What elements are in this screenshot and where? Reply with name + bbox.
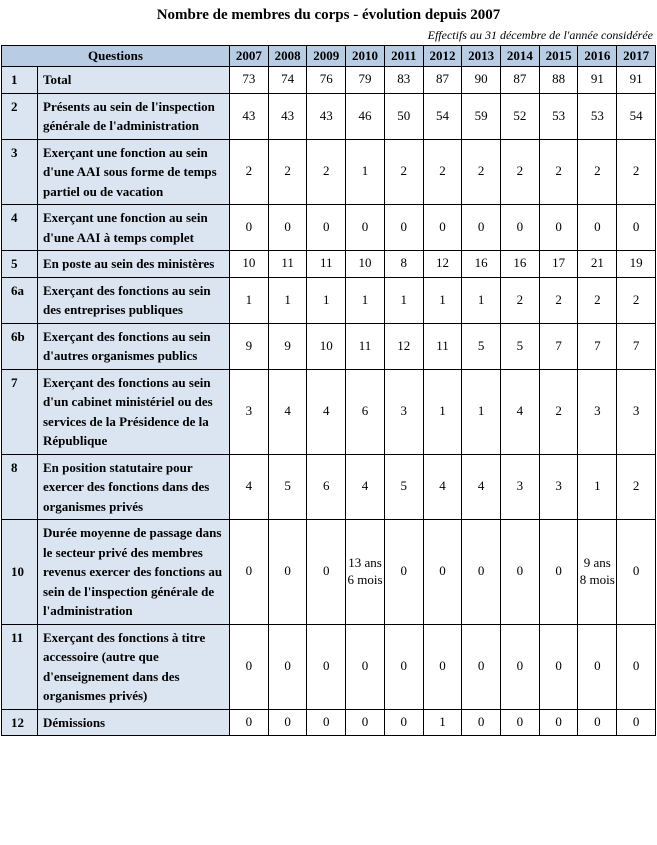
row-question: Exerçant une fonction au sein d'une AAI à temps complet [38, 205, 230, 251]
cell-value: 0 [384, 624, 423, 709]
cell-value: 1 [423, 369, 462, 454]
header-year-2015: 2015 [539, 46, 578, 67]
cell-value: 0 [423, 520, 462, 625]
cell-value: 10 [230, 251, 269, 278]
row-question: Exerçant des fonctions au sein d'un cabinet ministériel ou des services de la Présidence de la République [38, 369, 230, 454]
cell-value: 1 [423, 709, 462, 736]
row-question: Exerçant des fonctions à titre accessoire (autre que d'enseignement dans des organismes privés) [38, 624, 230, 709]
cell-value: 52 [501, 93, 540, 139]
row-question: Exerçant une fonction au sein d'une AAI sous forme de temps partiel ou de vacation [38, 139, 230, 205]
cell-value: 87 [501, 67, 540, 94]
row-number: 8 [2, 454, 38, 520]
cell-value: 0 [501, 205, 540, 251]
cell-value: 88 [539, 67, 578, 94]
cell-value: 5 [384, 454, 423, 520]
header-year-2008: 2008 [268, 46, 307, 67]
cell-value: 46 [346, 93, 385, 139]
cell-value: 53 [539, 93, 578, 139]
cell-value: 1 [268, 277, 307, 323]
cell-value: 6 [307, 454, 346, 520]
cell-value: 43 [230, 93, 269, 139]
cell-value: 59 [462, 93, 501, 139]
cell-value: 2 [617, 277, 656, 323]
members-table [1, 45, 656, 736]
cell-value: 0 [539, 709, 578, 736]
table-body [2, 67, 656, 736]
cell-value: 13 ans 6 mois [346, 520, 385, 625]
cell-value: 2 [617, 454, 656, 520]
cell-value: 1 [423, 277, 462, 323]
row-question: Exerçant des fonctions au sein d'autres organismes publics [38, 323, 230, 369]
cell-value: 0 [346, 205, 385, 251]
cell-value: 3 [230, 369, 269, 454]
table-head [2, 46, 656, 67]
table-row-2 [2, 93, 656, 139]
cell-value: 0 [501, 624, 540, 709]
cell-value: 87 [423, 67, 462, 94]
cell-value: 2 [501, 277, 540, 323]
header-questions: Questions [2, 46, 230, 67]
header-year-2010: 2010 [346, 46, 385, 67]
cell-value: 0 [268, 520, 307, 625]
cell-value: 0 [423, 205, 462, 251]
cell-value: 11 [423, 323, 462, 369]
cell-value: 0 [423, 624, 462, 709]
cell-value: 5 [462, 323, 501, 369]
cell-value: 2 [539, 139, 578, 205]
cell-value: 9 [230, 323, 269, 369]
cell-value: 12 [384, 323, 423, 369]
cell-value: 0 [268, 205, 307, 251]
cell-value: 0 [578, 205, 617, 251]
cell-value: 1 [578, 454, 617, 520]
cell-value: 43 [307, 93, 346, 139]
cell-value: 1 [384, 277, 423, 323]
cell-value: 2 [539, 277, 578, 323]
cell-value: 4 [268, 369, 307, 454]
cell-value: 0 [230, 624, 269, 709]
cell-value: 4 [230, 454, 269, 520]
table-row-5 [2, 251, 656, 278]
cell-value: 19 [617, 251, 656, 278]
cell-value: 1 [307, 277, 346, 323]
row-question: Total [38, 67, 230, 94]
cell-value: 4 [462, 454, 501, 520]
header-year-2016: 2016 [578, 46, 617, 67]
row-number: 10 [2, 520, 38, 625]
cell-value: 3 [539, 454, 578, 520]
row-number: 6a [2, 277, 38, 323]
table-row-8 [2, 454, 656, 520]
cell-value: 74 [268, 67, 307, 94]
row-number: 4 [2, 205, 38, 251]
cell-value: 2 [578, 139, 617, 205]
table-row-1 [2, 67, 656, 94]
cell-value: 3 [384, 369, 423, 454]
header-year-2014: 2014 [501, 46, 540, 67]
cell-value: 16 [462, 251, 501, 278]
cell-value: 0 [617, 520, 656, 625]
cell-value: 2 [617, 139, 656, 205]
row-number: 3 [2, 139, 38, 205]
cell-value: 11 [307, 251, 346, 278]
cell-value: 2 [268, 139, 307, 205]
row-question: En position statutaire pour exercer des fonctions dans des organismes privés [38, 454, 230, 520]
row-number: 7 [2, 369, 38, 454]
cell-value: 0 [230, 709, 269, 736]
cell-value: 91 [578, 67, 617, 94]
cell-value: 54 [617, 93, 656, 139]
table-row-6a [2, 277, 656, 323]
cell-value: 90 [462, 67, 501, 94]
cell-value: 0 [384, 709, 423, 736]
row-number: 5 [2, 251, 38, 278]
cell-value: 91 [617, 67, 656, 94]
cell-value: 9 ans 8 mois [578, 520, 617, 625]
cell-value: 2 [307, 139, 346, 205]
cell-value: 0 [268, 709, 307, 736]
cell-value: 0 [539, 624, 578, 709]
table-row-10 [2, 520, 656, 625]
table-row-12 [2, 709, 656, 736]
table-row-4 [2, 205, 656, 251]
header-year-2011: 2011 [384, 46, 423, 67]
cell-value: 2 [384, 139, 423, 205]
row-number: 2 [2, 93, 38, 139]
cell-value: 5 [501, 323, 540, 369]
cell-value: 43 [268, 93, 307, 139]
header-row [2, 46, 656, 67]
cell-value: 0 [230, 205, 269, 251]
cell-value: 1 [346, 139, 385, 205]
cell-value: 50 [384, 93, 423, 139]
row-number: 6b [2, 323, 38, 369]
cell-value: 0 [307, 520, 346, 625]
cell-value: 0 [539, 520, 578, 625]
cell-value: 3 [501, 454, 540, 520]
table-row-7 [2, 369, 656, 454]
cell-value: 17 [539, 251, 578, 278]
page-title: Nombre de membres du corps - évolution depuis 2007 [156, 7, 501, 23]
cell-value: 0 [462, 520, 501, 625]
cell-value: 1 [230, 277, 269, 323]
cell-value: 8 [384, 251, 423, 278]
cell-value: 1 [462, 277, 501, 323]
cell-value: 0 [307, 709, 346, 736]
header-year-2013: 2013 [462, 46, 501, 67]
cell-value: 3 [617, 369, 656, 454]
cell-value: 0 [617, 205, 656, 251]
cell-value: 76 [307, 67, 346, 94]
cell-value: 4 [346, 454, 385, 520]
row-question: Durée moyenne de passage dans le secteur privé des membres revenus exercer des fonctions au sein de l'inspection générale de l'administration [38, 520, 230, 625]
cell-value: 7 [539, 323, 578, 369]
cell-value: 0 [578, 624, 617, 709]
table-row-11 [2, 624, 656, 709]
row-question: Exerçant des fonctions au sein des entreprises publiques [38, 277, 230, 323]
cell-value: 0 [539, 205, 578, 251]
row-question: Démissions [38, 709, 230, 736]
cell-value: 12 [423, 251, 462, 278]
cell-value: 0 [617, 624, 656, 709]
cell-value: 0 [462, 624, 501, 709]
cell-value: 2 [423, 139, 462, 205]
cell-value: 54 [423, 93, 462, 139]
header-year-2009: 2009 [307, 46, 346, 67]
cell-value: 73 [230, 67, 269, 94]
cell-value: 2 [578, 277, 617, 323]
row-number: 12 [2, 709, 38, 736]
cell-value: 0 [346, 709, 385, 736]
cell-value: 0 [462, 205, 501, 251]
row-question: En poste au sein des ministères [38, 251, 230, 278]
cell-value: 5 [268, 454, 307, 520]
cell-value: 0 [501, 520, 540, 625]
header-year-2012: 2012 [423, 46, 462, 67]
cell-value: 0 [307, 624, 346, 709]
cell-value: 0 [384, 520, 423, 625]
cell-value: 0 [346, 624, 385, 709]
cell-value: 7 [578, 323, 617, 369]
cell-value: 3 [578, 369, 617, 454]
cell-value: 1 [346, 277, 385, 323]
cell-value: 0 [501, 709, 540, 736]
cell-value: 7 [617, 323, 656, 369]
cell-value: 6 [346, 369, 385, 454]
page-subtitle: Effectifs au 31 décembre de l'année considérée [427, 28, 653, 42]
cell-value: 2 [539, 369, 578, 454]
cell-value: 2 [230, 139, 269, 205]
cell-value: 4 [307, 369, 346, 454]
cell-value: 11 [268, 251, 307, 278]
header-year-2017: 2017 [617, 46, 656, 67]
cell-value: 21 [578, 251, 617, 278]
cell-value: 10 [346, 251, 385, 278]
row-number: 1 [2, 67, 38, 94]
cell-value: 0 [462, 709, 501, 736]
cell-value: 79 [346, 67, 385, 94]
cell-value: 0 [578, 709, 617, 736]
cell-value: 2 [501, 139, 540, 205]
cell-value: 0 [268, 624, 307, 709]
header-year-2007: 2007 [230, 46, 269, 67]
row-question: Présents au sein de l'inspection générale de l'administration [38, 93, 230, 139]
cell-value: 4 [501, 369, 540, 454]
cell-value: 11 [346, 323, 385, 369]
cell-value: 10 [307, 323, 346, 369]
row-number: 11 [2, 624, 38, 709]
cell-value: 0 [307, 205, 346, 251]
cell-value: 83 [384, 67, 423, 94]
table-row-3 [2, 139, 656, 205]
cell-value: 53 [578, 93, 617, 139]
table-row-6b [2, 323, 656, 369]
cell-value: 4 [423, 454, 462, 520]
cell-value: 16 [501, 251, 540, 278]
cell-value: 2 [462, 139, 501, 205]
cell-value: 1 [462, 369, 501, 454]
cell-value: 9 [268, 323, 307, 369]
cell-value: 0 [230, 520, 269, 625]
cell-value: 0 [384, 205, 423, 251]
cell-value: 0 [617, 709, 656, 736]
